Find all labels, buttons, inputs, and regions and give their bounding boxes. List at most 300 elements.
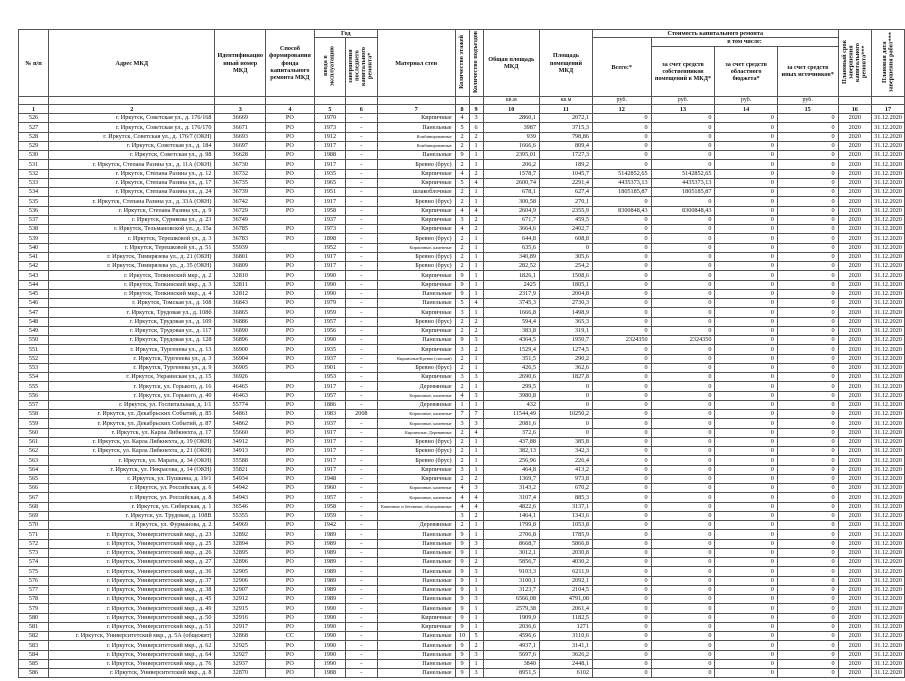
cell-row-num: 567 [19,493,49,502]
cell-floors: 9 [455,650,469,659]
cell-total-area: 1464,1 [483,511,539,520]
header-including: в том числе: [651,38,838,46]
cell-mkd-id: 36742 [215,197,266,206]
cell-cost-owners: 0 [651,345,715,354]
cell-cost-other: 0 [777,382,838,391]
cell-premises-area: 6211,9 [539,567,592,576]
cell-last-repair-year: - [345,151,377,160]
cell-address: г. Иркутск, Степана Разина ул., д. 12 [49,169,215,178]
cell-cost-regional: 0 [715,595,777,604]
cell-fund-method: РО [265,585,314,594]
cell-mkd-id: 36735 [215,178,266,187]
cell-cost-owners: 0 [651,530,715,539]
cell-cost-owners: 0 [651,613,715,622]
cell-address: г. Иркутск, ул. Российская, д. 6 [49,484,215,493]
cell-commissioning-year: 1886 [314,400,345,409]
cell-cost-regional: 0 [715,650,777,659]
cell-cost-other: 0 [777,160,838,169]
table-row [19,363,905,372]
cell-fund-method: РО [265,428,314,437]
cell-commissioning-year: 1948 [314,474,345,483]
cell-row-num: 574 [19,558,49,567]
cell-cost-other: 0 [777,317,838,326]
cell-cost-regional: 0 [715,493,777,502]
cell-cost-total: 0 [592,391,651,400]
cell-fund-method: РО [265,345,314,354]
cell-cost-total: 0 [592,243,651,252]
cell-total-area: 464,8 [483,465,539,474]
cell-floors: 9 [455,595,469,604]
cell-mkd-id: 36926 [215,373,266,382]
cell-premises-area: 189,2 [539,160,592,169]
cell-mkd-id: 46463 [215,391,266,400]
cell-fund-method: РО [265,659,314,668]
cell-floors: 2 [455,456,469,465]
cell-floors: 9 [455,659,469,668]
cell-cost-regional: 0 [715,613,777,622]
cell-total-area: 1666,6 [483,141,539,150]
cell-cost-other: 0 [777,447,838,456]
cell-wall-material: Кирпичные [377,114,455,123]
cell-fund-method: РО [265,465,314,474]
header-num: № п/п [19,30,49,97]
cell-planned-date: 31.12.2020 [872,400,905,409]
cell-planned-year: 2020 [838,622,872,631]
cell-cost-regional: 0 [715,604,777,613]
cell-entrances: 2 [469,215,483,224]
cell-cost-total: 0 [592,447,651,456]
cell-cost-regional: 0 [715,456,777,465]
cell-wall-material: Панельные [377,650,455,659]
cell-last-repair-year: - [345,493,377,502]
table-row [19,613,905,622]
cell-cost-owners: 0 [651,585,715,594]
cell-cost-total: 0 [592,428,651,437]
cell-fund-method: РО [265,132,314,141]
cell-floors: 1 [455,400,469,409]
cell-planned-date: 31.12.2020 [872,336,905,345]
table-row [19,206,905,215]
cell-premises-area: 4030,2 [539,558,592,567]
cell-wall-material: Комбинированные [377,132,455,141]
cell-total-area: 2690,6 [483,373,539,382]
cell-entrances: 1 [469,400,483,409]
cell-wall-material: Деревянные [377,521,455,530]
cell-entrances: 1 [469,262,483,271]
header-entrances: Количество подъездов [469,30,483,97]
cell-total-area: 1529,4 [483,345,539,354]
cell-entrances: 4 [469,178,483,187]
cell-floors: 2 [455,317,469,326]
cell-premises-area: 385,8 [539,437,592,446]
cell-floors: 9 [455,604,469,613]
cell-total-area: 2395,01 [483,151,539,160]
cell-cost-other: 0 [777,151,838,160]
cell-cost-regional: 0 [715,345,777,354]
cell-floors: 9 [455,585,469,594]
cell-last-repair-year: - [345,530,377,539]
cell-planned-date: 31.12.2020 [872,114,905,123]
cell-cost-total: 0 [592,289,651,298]
cell-planned-date: 31.12.2020 [872,188,905,197]
cell-planned-date: 31.12.2020 [872,548,905,557]
cell-cost-other: 0 [777,197,838,206]
cell-total-area: 594,4 [483,317,539,326]
table-row [19,123,905,132]
cell-cost-total: 0 [592,326,651,335]
cell-commissioning-year: 1937 [314,419,345,428]
cell-address: г. Иркутск, Университетский мкр., д. 50 [49,613,215,622]
cell-row-num: 539 [19,234,49,243]
cell-address: г. Иркутск, Трудовая ул., д. 109 [49,317,215,326]
cell-premises-area: 1343,6 [539,511,592,520]
cell-last-repair-year: - [345,299,377,308]
cell-row-num: 563 [19,456,49,465]
cell-cost-other: 0 [777,326,838,335]
cell-entrances: 1 [469,613,483,622]
cell-wall-material: Комбинированные [377,141,455,150]
cell-entrances: 1 [469,382,483,391]
cell-row-num: 559 [19,419,49,428]
cell-address: г. Иркутск, Топкинский мкр., д. 3 [49,280,215,289]
cell-cost-owners: 0 [651,567,715,576]
cell-commissioning-year: 1990 [314,650,345,659]
cell-cost-total: 0 [592,419,651,428]
cell-last-repair-year: - [345,271,377,280]
cell-planned-year: 2020 [838,225,872,234]
cell-total-area: 432 [483,400,539,409]
cell-address: г. Иркутск, Томская ул., д. 108 [49,299,215,308]
cell-commissioning-year: 1988 [314,669,345,678]
table-row [19,252,905,261]
cell-cost-other: 0 [777,410,838,419]
cell-last-repair-year: - [345,521,377,530]
cell-total-area: 2036,6 [483,622,539,631]
cell-total-area: 4596,6 [483,632,539,641]
cell-cost-regional: 0 [715,123,777,132]
cell-mkd-id: 32870 [215,669,266,678]
cell-row-num: 569 [19,511,49,520]
cell-total-area: 299,5 [483,382,539,391]
cell-row-num: 545 [19,289,49,298]
cell-cost-total: 0 [592,132,651,141]
cell-planned-year: 2020 [838,595,872,604]
table-row [19,373,905,382]
cell-cost-other: 0 [777,632,838,641]
cell-mkd-id: 36729 [215,206,266,215]
cell-mkd-id: 32895 [215,548,266,557]
cell-premises-area: 254,2 [539,262,592,271]
cell-planned-year: 2020 [838,326,872,335]
column-number: 12 [592,105,651,114]
table-row [19,382,905,391]
cell-wall-material: Панельные [377,151,455,160]
cell-cost-regional: 0 [715,382,777,391]
cell-floors: 9 [455,151,469,160]
cell-address: г. Иркутск, ул. Сибирская, д. 1 [49,502,215,511]
units-row [19,97,905,105]
cell-commissioning-year: 1990 [314,659,345,668]
cell-cost-other: 0 [777,169,838,178]
cell-wall-material: Кирпичные/Бревно (смешан) [377,354,455,363]
cell-fund-method: РО [265,206,314,215]
cell-planned-date: 31.12.2020 [872,280,905,289]
cell-planned-date: 31.12.2020 [872,465,905,474]
cell-cost-total: 0 [592,160,651,169]
cell-total-area: 939 [483,132,539,141]
cell-entrances: 3 [469,595,483,604]
cell-cost-owners: 0 [651,160,715,169]
cell-entrances: 1 [469,447,483,456]
cell-mkd-id: 36809 [215,262,266,271]
cell-premises-area: 0 [539,428,592,437]
cell-mkd-id: 36785 [215,225,266,234]
cell-wall-material: Панельные [377,669,455,678]
cell-floors: 9 [455,558,469,567]
cell-entrances: 1 [469,160,483,169]
table-row [19,595,905,604]
cell-floors: 2 [455,447,469,456]
table-row [19,548,905,557]
cell-cost-other: 0 [777,669,838,678]
cell-mkd-id: 36697 [215,141,266,150]
cell-cost-other: 0 [777,484,838,493]
cell-cost-total: 0 [592,530,651,539]
table-row [19,521,905,530]
cell-row-num: 535 [19,197,49,206]
cell-entrances: 1 [469,354,483,363]
cell-floors: 2 [455,474,469,483]
cell-cost-total: 5142852,65 [592,169,651,178]
cell-total-area: 2425 [483,280,539,289]
cell-commissioning-year: 1990 [314,280,345,289]
cell-commissioning-year: 1942 [314,521,345,530]
cell-row-num: 578 [19,595,49,604]
cell-planned-year: 2020 [838,604,872,613]
cell-planned-date: 31.12.2020 [872,132,905,141]
cell-cost-regional: 0 [715,585,777,594]
cell-planned-year: 2020 [838,419,872,428]
cell-premises-area: 0 [539,382,592,391]
cell-wall-material: Панельные [377,123,455,132]
cell-planned-year: 2020 [838,141,872,150]
cell-cost-owners: 0 [651,447,715,456]
cell-floors: 9 [455,530,469,539]
cell-cost-regional: 0 [715,225,777,234]
cell-commissioning-year: 1917 [314,465,345,474]
cell-entrances: 1 [469,271,483,280]
cell-last-repair-year: - [345,585,377,594]
cell-fund-method: РО [265,530,314,539]
column-number: 15 [777,105,838,114]
cell-cost-regional: 0 [715,576,777,585]
cell-row-num: 547 [19,308,49,317]
cell-planned-year: 2020 [838,391,872,400]
cell-cost-total: 0 [592,613,651,622]
table-row [19,576,905,585]
cell-commissioning-year: 1937 [314,354,345,363]
cell-premises-area: 1274,5 [539,345,592,354]
cell-row-num: 533 [19,178,49,187]
cell-address: г. Иркутск, Тимирязева ул., д. 21 (ОКН) [49,252,215,261]
cell-planned-date: 31.12.2020 [872,160,905,169]
cell-cost-owners: 0 [651,502,715,511]
cell-cost-owners: 0 [651,558,715,567]
cell-premises-area: 809,4 [539,141,592,150]
cell-entrances: 1 [469,289,483,298]
cell-premises-area: 2291,4 [539,178,592,187]
cell-cost-regional: 0 [715,289,777,298]
cell-planned-date: 31.12.2020 [872,530,905,539]
cell-entrances: 3 [469,336,483,345]
cell-cost-owners: 0 [651,373,715,382]
cell-last-repair-year: - [345,280,377,289]
cell-floors: 2 [455,437,469,446]
header-cost-other: за счет средств иных источников* [777,46,838,97]
cell-cost-owners: 0 [651,410,715,419]
cell-mkd-id: 54942 [215,484,266,493]
unit-total-area: кв.м [483,97,539,105]
table-row [19,400,905,409]
cell-cost-other: 0 [777,132,838,141]
cell-wall-material: Панельные [377,539,455,548]
cell-row-num: 576 [19,576,49,585]
cell-wall-material: Бревно (брус) [377,160,455,169]
cell-total-area: 11544,49 [483,410,539,419]
cell-row-num: 551 [19,345,49,354]
cell-last-repair-year: - [345,548,377,557]
cell-mkd-id: 32810 [215,271,266,280]
cell-fund-method: РО [265,474,314,483]
cell-cost-other: 0 [777,437,838,446]
cell-last-repair-year: - [345,178,377,187]
cell-commissioning-year: 1917 [314,428,345,437]
cell-fund-method: РО [265,141,314,150]
cell-total-area: 6566,08 [483,595,539,604]
cell-premises-area: 2730,3 [539,299,592,308]
cell-entrances: 1 [469,604,483,613]
cell-cost-regional: 0 [715,169,777,178]
cell-row-num: 566 [19,484,49,493]
cell-last-repair-year: - [345,382,377,391]
cell-row-num: 572 [19,539,49,548]
cell-premises-area: 885,3 [539,493,592,502]
cell-commissioning-year: 1988 [314,151,345,160]
cell-commissioning-year: 1959 [314,511,345,520]
cell-cost-owners: 0 [651,484,715,493]
header-year-group: Год [314,30,377,38]
cell-last-repair-year: - [345,308,377,317]
cell-planned-date: 31.12.2020 [872,585,905,594]
cell-entrances: 1 [469,243,483,252]
cell-cost-regional: 0 [715,132,777,141]
table-row [19,391,905,400]
cell-row-num: 530 [19,151,49,160]
cell-row-num: 554 [19,373,49,382]
cell-mkd-id: 36693 [215,132,266,141]
cell-commissioning-year: 1917 [314,382,345,391]
cell-planned-date: 31.12.2020 [872,474,905,483]
cell-cost-regional: 0 [715,539,777,548]
cell-entrances: 1 [469,585,483,594]
cell-address: г. Иркутск, ул. Пушкина, д. 19/1 [49,474,215,483]
cell-floors: 10 [455,632,469,641]
cell-row-num: 570 [19,521,49,530]
cell-mkd-id: 32812 [215,289,266,298]
cell-cost-owners: 0 [651,252,715,261]
cell-fund-method: РО [265,669,314,678]
cell-commissioning-year: 1990 [314,336,345,345]
cell-cost-total: 0 [592,280,651,289]
cell-planned-date: 31.12.2020 [872,650,905,659]
cell-last-repair-year: - [345,539,377,548]
cell-premises-area: 1182,5 [539,613,592,622]
cell-cost-owners: 5142852,65 [651,169,715,178]
table-row [19,336,905,345]
cell-floors: 2 [455,382,469,391]
cell-premises-area: 2030,8 [539,548,592,557]
cell-address: г. Иркутск, Университетский мкр., д. 51 [49,622,215,631]
cell-cost-regional: 0 [715,632,777,641]
cell-commissioning-year: 1989 [314,530,345,539]
cell-row-num: 575 [19,567,49,576]
cell-last-repair-year: - [345,659,377,668]
cell-planned-date: 31.12.2020 [872,363,905,372]
cell-entrances: 4 [469,502,483,511]
cell-planned-date: 31.12.2020 [872,567,905,576]
table-row [19,114,905,123]
cell-mkd-id: 32916 [215,613,266,622]
cell-last-repair-year: - [345,437,377,446]
cell-cost-total: 0 [592,650,651,659]
cell-floors: 9 [455,641,469,650]
cell-row-num: 560 [19,428,49,437]
cell-floors: 3 [455,308,469,317]
cell-mkd-id: 34913 [215,447,266,456]
cell-floors: 2 [455,326,469,335]
cell-entrances: 1 [469,308,483,317]
cell-cost-other: 0 [777,474,838,483]
cell-cost-total: 0 [592,622,651,631]
cell-cost-other: 0 [777,225,838,234]
cell-cost-other: 0 [777,493,838,502]
cell-total-area: 1799,8 [483,521,539,530]
cell-premises-area: 2402,7 [539,225,592,234]
cell-cost-other: 0 [777,456,838,465]
cell-planned-year: 2020 [838,262,872,271]
cell-planned-date: 31.12.2020 [872,456,905,465]
cell-planned-date: 31.12.2020 [872,659,905,668]
cell-wall-material: Кирпичные [377,225,455,234]
cell-planned-year: 2020 [838,521,872,530]
cell-row-num: 546 [19,299,49,308]
column-number: 9 [469,105,483,114]
cell-total-area: 383,8 [483,326,539,335]
cell-planned-year: 2020 [838,474,872,483]
cell-total-area: 206,2 [483,160,539,169]
table-row [19,428,905,437]
cell-cost-other: 0 [777,123,838,132]
header-address: Адрес МКД [49,30,215,97]
cell-wall-material: Бревно (брус) [377,456,455,465]
cell-premises-area: 0 [539,243,592,252]
cell-planned-date: 31.12.2020 [872,299,905,308]
cell-cost-regional: 0 [715,484,777,493]
cell-commissioning-year: 1898 [314,234,345,243]
cell-planned-year: 2020 [838,169,872,178]
cell-wall-material: Деревянные [377,382,455,391]
table-row [19,326,905,335]
